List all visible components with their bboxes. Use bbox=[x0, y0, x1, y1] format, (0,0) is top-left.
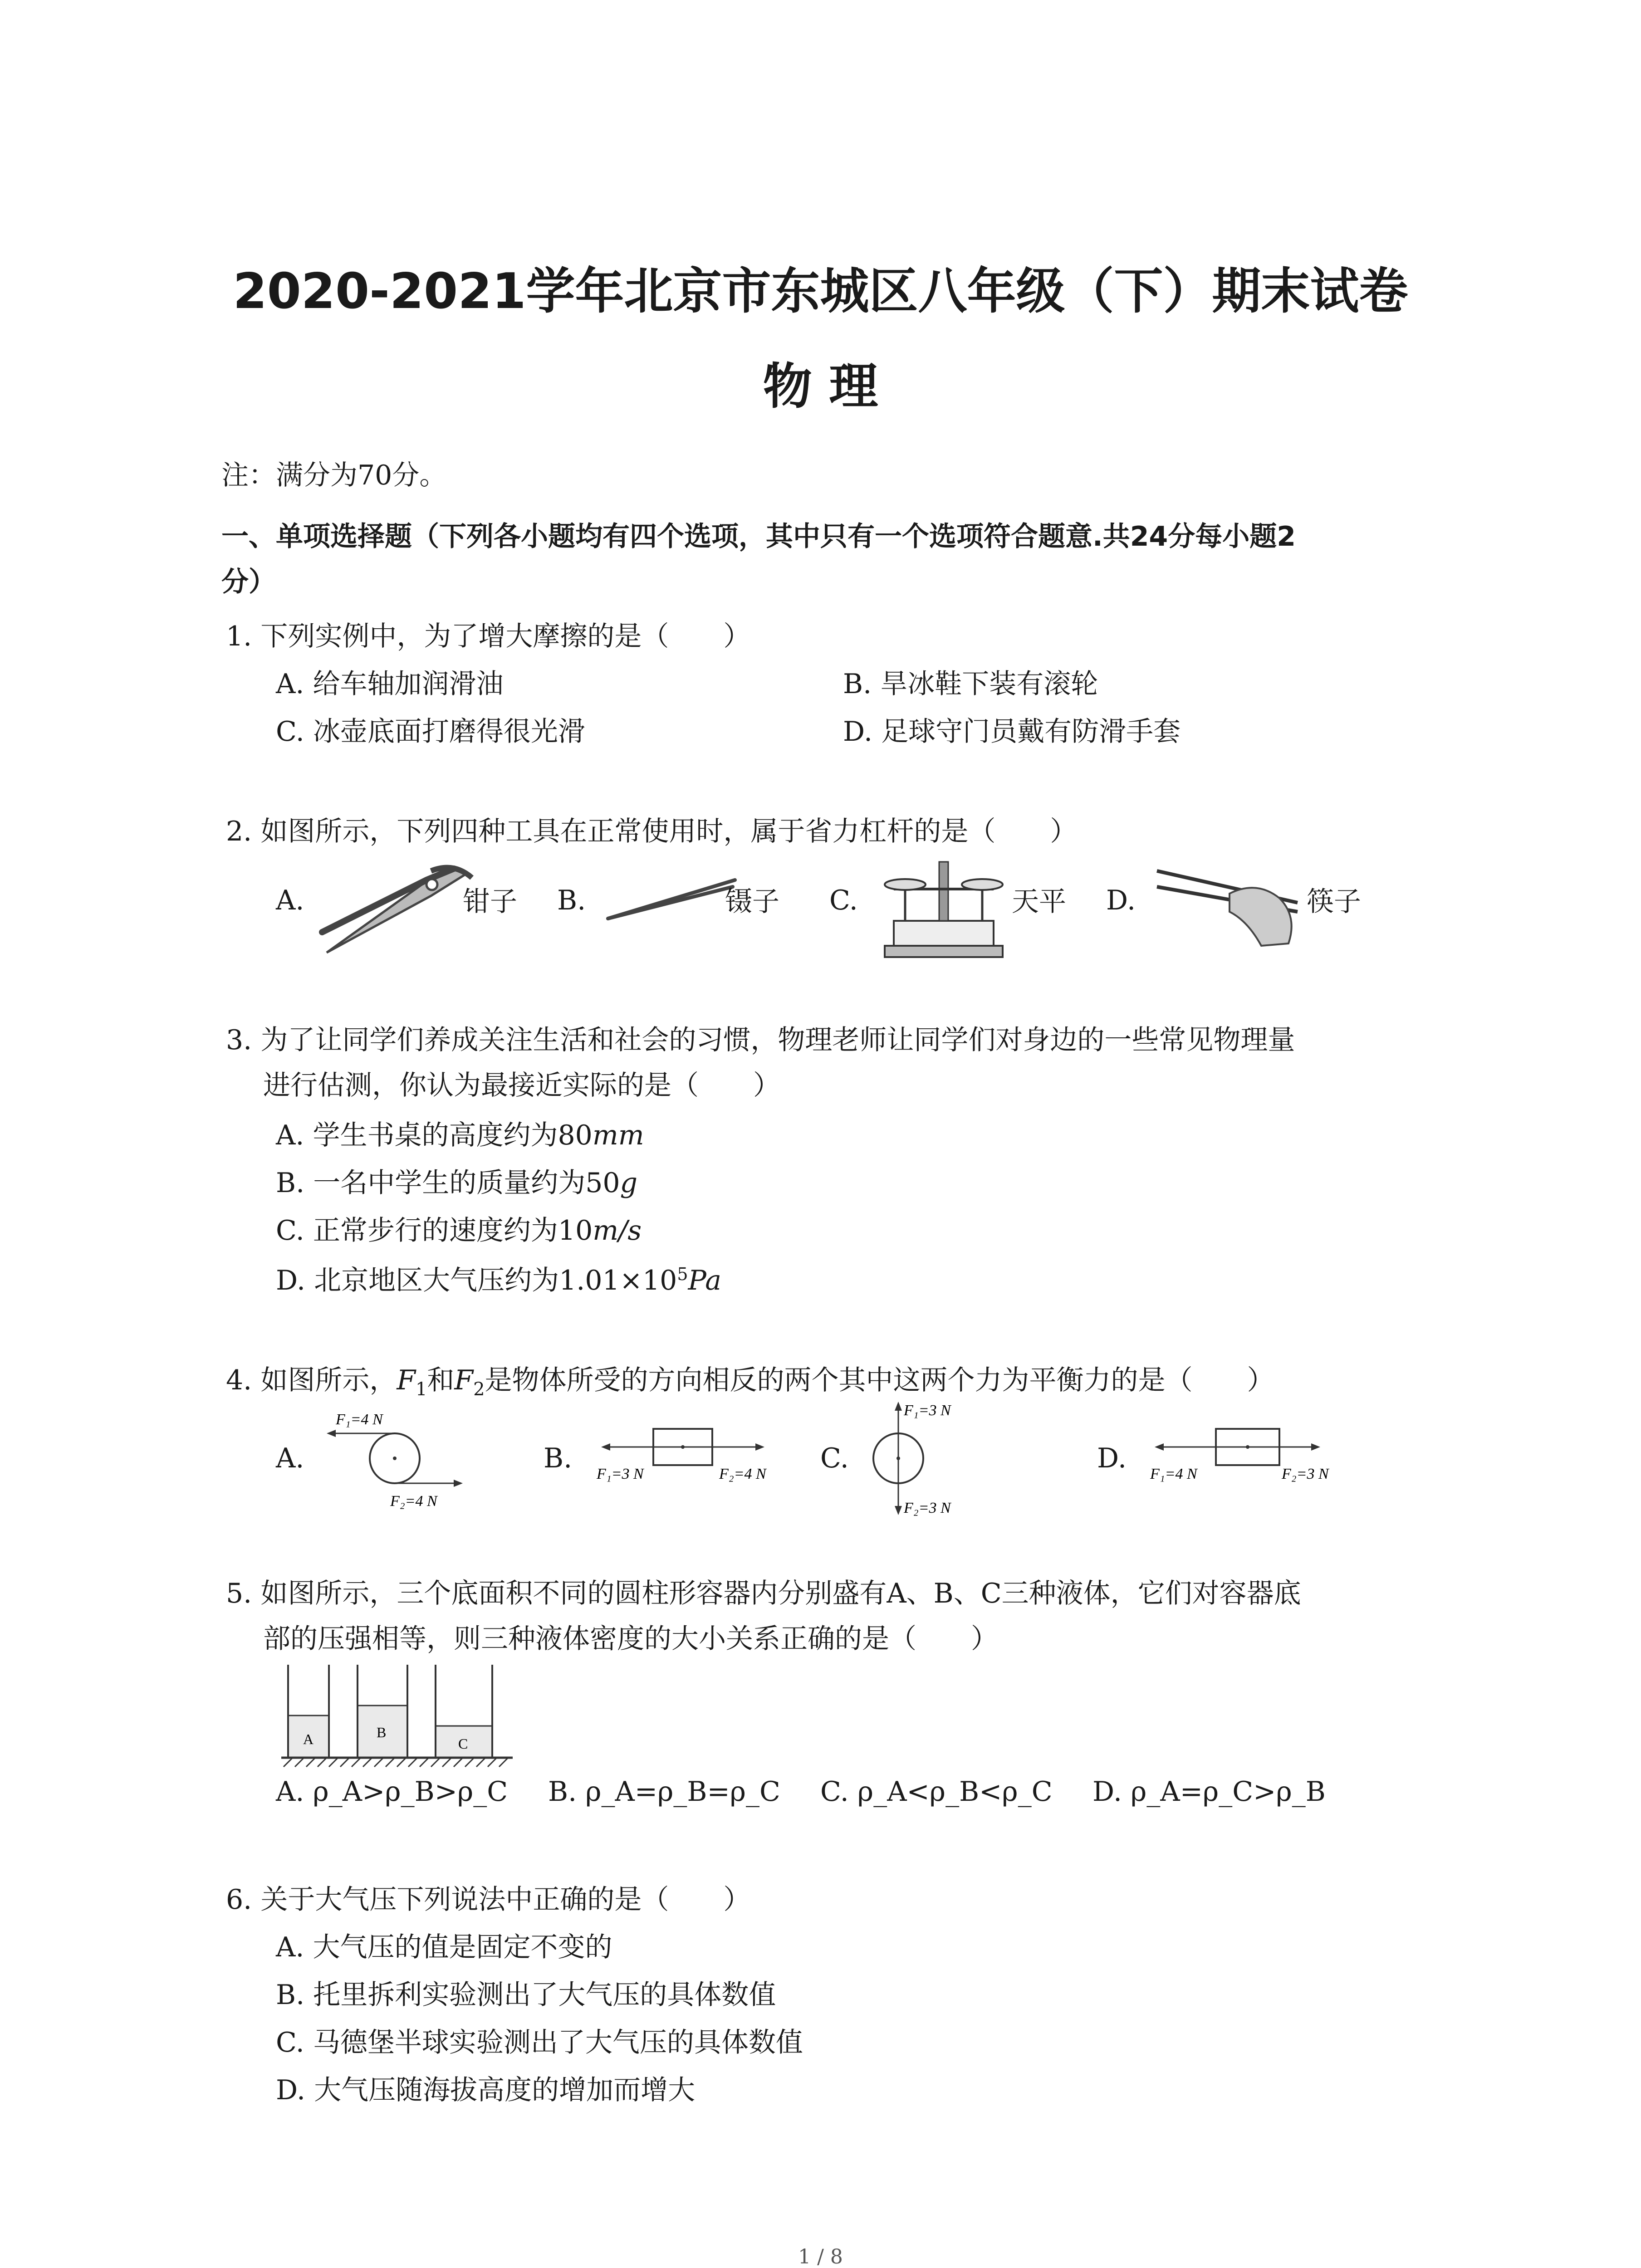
force-diagram-a bbox=[318, 1402, 481, 1521]
force-diagram-d bbox=[1139, 1424, 1347, 1485]
page-number: 1 / 8 bbox=[798, 2245, 843, 2268]
q2-letter-a: A. bbox=[276, 885, 304, 916]
svg-text:F₂=4 N: F₂=4 N bbox=[390, 1493, 437, 1510]
chopsticks-figure bbox=[1152, 862, 1307, 950]
q1-option-b: B. 旱冰鞋下装有滚轮 bbox=[843, 668, 1098, 700]
q1-stem: 1. 下列实例中，为了增大摩擦的是（ ） bbox=[226, 621, 751, 652]
q2-name-b: 镊子 bbox=[725, 886, 779, 918]
q3-stem-cont: 进行估测，你认为最接近实际的是（ ） bbox=[263, 1070, 780, 1101]
q5-option-d: D. ρ_A=ρ_C>ρ_B bbox=[1092, 1776, 1326, 1808]
q2-name-a: 钳子 bbox=[463, 886, 517, 918]
q6-option-c: C. 马德堡半球实验测出了大气压的具体数值 bbox=[276, 2027, 803, 2058]
page-title: 2020-2021学年北京市东城区八年级（下）期末试卷 bbox=[233, 263, 1408, 320]
q5-stem: 5. 如图所示，三个底面积不同的圆柱形容器内分别盛有A、B、C三种液体，它们对容器底 bbox=[226, 1578, 1301, 1609]
score-note: 注：满分为70分。 bbox=[221, 459, 447, 491]
q2-letter-b: B. bbox=[557, 885, 586, 916]
svg-text:C: C bbox=[458, 1735, 468, 1752]
balance-figure bbox=[876, 853, 1012, 963]
pliers-figure bbox=[318, 853, 481, 959]
svg-text:F₁=3 N: F₁=3 N bbox=[597, 1466, 644, 1482]
q3-option-b: B. 一名中学生的质量约为50g bbox=[276, 1167, 638, 1199]
svg-text:F₂=3 N: F₂=3 N bbox=[904, 1500, 951, 1516]
subject-title: 物 理 bbox=[763, 358, 878, 415]
q5-option-a: A. ρ_A>ρ_B>ρ_C bbox=[276, 1776, 508, 1808]
svg-text:F₁=3 N: F₁=3 N bbox=[904, 1402, 951, 1419]
force-diagram-b bbox=[585, 1424, 776, 1485]
q4-letter-d: D. bbox=[1097, 1442, 1127, 1474]
q5-option-b: B. ρ_A=ρ_B=ρ_C bbox=[548, 1776, 780, 1808]
q6-stem: 6. 关于大气压下列说法中正确的是（ ） bbox=[226, 1884, 751, 1916]
q1-option-c: C. 冰壶底面打磨得很光滑 bbox=[276, 716, 585, 748]
q6-option-a: A. 大气压的值是固定不变的 bbox=[276, 1931, 612, 1963]
containers-figure bbox=[281, 1660, 517, 1771]
svg-text:F₂=4 N: F₂=4 N bbox=[719, 1466, 766, 1482]
q3-option-d: D. 北京地区大气压约为$1.01\times 10^5Pa$ bbox=[276, 1264, 721, 1296]
q4-letter-c: C. bbox=[820, 1442, 849, 1474]
q5-option-c: C. ρ_A<ρ_B<ρ_C bbox=[820, 1776, 1053, 1808]
q2-name-d: 筷子 bbox=[1307, 886, 1361, 918]
q5-stem-cont: 部的压强相等，则三种液体密度的大小关系正确的是（ ） bbox=[263, 1623, 998, 1655]
q6-option-b: B. 托里拆利实验测出了大气压的具体数值 bbox=[276, 1979, 776, 2011]
q3-option-a: A. 学生书桌的高度约为80mm bbox=[276, 1119, 644, 1151]
q4-letter-a: A. bbox=[276, 1442, 304, 1474]
force-diagram-c bbox=[862, 1397, 998, 1521]
q2-name-c: 天平 bbox=[1012, 886, 1066, 918]
svg-text:F₁=4 N: F₁=4 N bbox=[336, 1411, 383, 1428]
tweezers-figure bbox=[603, 875, 740, 927]
q2-letter-d: D. bbox=[1106, 885, 1136, 916]
q2-stem: 2. 如图所示，下列四种工具在正常使用时，属于省力杠杆的是（ ） bbox=[226, 816, 1078, 847]
svg-text:B: B bbox=[377, 1724, 387, 1740]
q6-option-d: D. 大气压随海拔高度的增加而增大 bbox=[276, 2074, 696, 2106]
q4-letter-b: B. bbox=[544, 1442, 573, 1474]
q1-option-a: A. 给车轴加润滑油 bbox=[276, 668, 504, 700]
section-heading: 一、单项选择题（下列各小题均有四个选项，其中只有一个选项符合题意.共24分每小题2 bbox=[221, 521, 1296, 552]
q2-letter-c: C. bbox=[829, 885, 858, 916]
svg-text:F₁=4 N: F₁=4 N bbox=[1150, 1466, 1197, 1482]
svg-text:F₂=3 N: F₂=3 N bbox=[1282, 1466, 1329, 1482]
q3-stem: 3. 为了让同学们养成关注生活和社会的习惯，物理老师让同学们对身边的一些常见物理量 bbox=[226, 1024, 1295, 1056]
svg-text:A: A bbox=[303, 1731, 314, 1747]
section-heading-cont: 分） bbox=[221, 566, 276, 598]
q3-option-c: C. 正常步行的速度约为10m/s bbox=[276, 1215, 642, 1246]
q1-option-d: D. 足球守门员戴有防滑手套 bbox=[843, 716, 1181, 748]
q4-stem: 4. 如图所示，$F_1$和$F_2$是物体所受的方向相反的两个其中这两个力为平衡力的是（ ） bbox=[226, 1364, 1274, 1400]
